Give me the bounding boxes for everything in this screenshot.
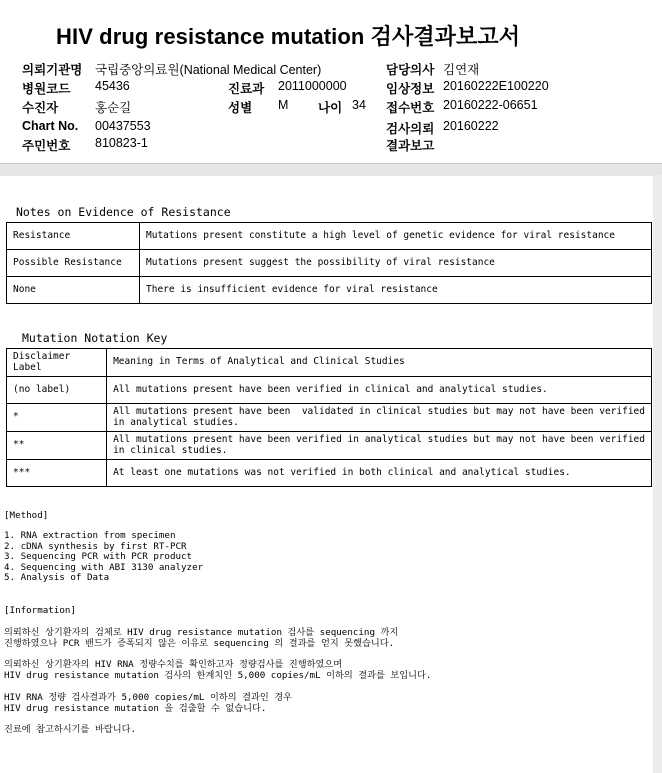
table-row (7, 377, 652, 404)
page-gutter (653, 175, 662, 773)
table-row (7, 250, 652, 277)
information-paragraph: HIV RNA 정량 검사결과가 5,000 copies/mL 이하의 결과인 경우 HIV drug resistance mutation 을 검출할 수 없습니다. (4, 692, 293, 714)
table-row (7, 404, 652, 432)
chart-label: Chart No. (22, 119, 79, 133)
notation-header-text: Meaning in Terms of Analytical and Clinical Studies (107, 349, 652, 377)
table-row (7, 277, 652, 304)
report-header (0, 0, 662, 165)
result-label: 결과보고 (386, 139, 435, 153)
notation-heading: Mutation Notation Key (22, 331, 168, 345)
institution-label: 의뢰기관명 (22, 63, 83, 77)
doctor-value: 김연재 (443, 63, 480, 77)
section-divider (0, 163, 662, 176)
table-row (7, 223, 652, 250)
request-value: 20160222 (443, 119, 499, 133)
table-row (7, 460, 652, 487)
information-paragraph: 의뢰하신 상기환자의 검체로 HIV drug resistance mutation 검사를 sequencing 까지 진행하였으나 PCR 밴드가 증폭되지 않은 이유로 sequencing 의 결과를 얻지 못했습니다. (4, 627, 399, 649)
notation-label: ** (7, 432, 107, 460)
request-label: 검사의뢰 (386, 122, 435, 136)
method-heading: [Method] (4, 510, 49, 521)
report-title: HIV drug resistance mutation 검사결과보고서 (56, 24, 521, 49)
age-label: 나이 (318, 101, 343, 115)
clinical-value: 20160222E100220 (443, 79, 549, 93)
institution-value: 국립중앙의료원(National Medical Center) (95, 63, 322, 77)
age-value: 34 (352, 98, 366, 112)
notes-text-possible: Mutations present suggest the possibility of viral resistance (140, 250, 652, 277)
table-row (7, 432, 652, 460)
notation-header-label: Disclaimer Label (7, 349, 107, 377)
id-label: 주민번호 (22, 139, 71, 153)
information-heading: [Information] (4, 605, 76, 616)
notation-text: At least one mutations was not verified in both clinical and analytical studies. (107, 460, 652, 487)
sex-value: M (278, 98, 289, 112)
patient-label: 수진자 (22, 101, 59, 115)
notation-table (6, 348, 652, 487)
chart-value: 00437553 (95, 119, 151, 133)
notes-label-none: None (7, 277, 140, 304)
notation-text: All mutations present have been validated in clinical studies but may not have been verified in analytical studies. (107, 404, 652, 432)
notation-label: * (7, 404, 107, 432)
notation-text: All mutations present have been verified in analytical studies but may not have been verified in clinical studies. (107, 432, 652, 460)
notes-label-resistance: Resistance (7, 223, 140, 250)
receipt-value: 20160222-06651 (443, 98, 538, 112)
clinical-label: 임상정보 (386, 82, 435, 96)
notes-label-possible: Possible Resistance (7, 250, 140, 277)
method-steps: 1. RNA extraction from specimen 2. cDNA synthesis by first RT-PCR 3. Sequencing PCR with PCR product 4. Sequencing with ABI 3130 analyzer 5. Analysis of Data (4, 530, 204, 583)
notation-label: (no label) (7, 377, 107, 404)
dept-value: 2011000000 (278, 79, 347, 93)
information-closing: 진료에 참고하시기를 바랍니다. (4, 724, 136, 735)
notation-text: All mutations present have been verified in clinical and analytical studies. (107, 377, 652, 404)
notes-text-none: There is insufficient evidence for viral resistance (140, 277, 652, 304)
notes-heading: Notes on Evidence of Resistance (16, 205, 231, 219)
doctor-label: 담당의사 (386, 63, 435, 77)
patient-value: 홍순길 (95, 101, 132, 115)
information-paragraph: 의뢰하신 상기환자의 HIV RNA 정량수치를 확인하고자 정량검사를 진행하였으며 HIV drug resistance mutation 검사의 한계치인 5,000 copies/mL 이하의 결과를 보입니다. (4, 659, 432, 681)
notation-label: *** (7, 460, 107, 487)
dept-label: 진료과 (228, 82, 265, 96)
receipt-label: 접수번호 (386, 101, 435, 115)
table-row (7, 349, 652, 377)
hospital-code-label: 병원코드 (22, 82, 71, 96)
hospital-code-value: 45436 (95, 79, 130, 93)
sex-label: 성별 (228, 101, 253, 115)
id-value: 810823-1 (95, 136, 148, 150)
notes-text-resistance: Mutations present constitute a high level of genetic evidence for viral resistance (140, 223, 652, 250)
notes-table (6, 222, 652, 304)
